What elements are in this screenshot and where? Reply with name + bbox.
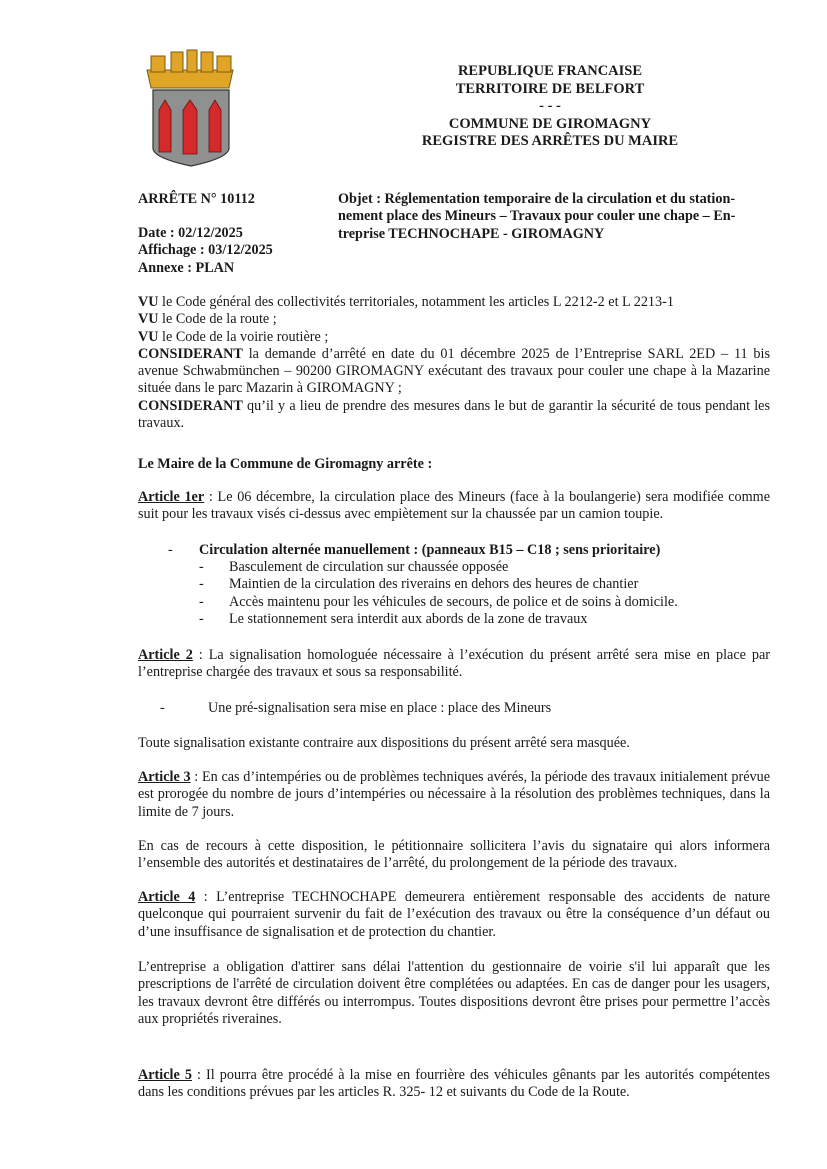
header-line: REPUBLIQUE FRANCAISE xyxy=(457,63,643,79)
objet xyxy=(338,191,778,243)
article-label: Article 1er xyxy=(138,489,205,505)
objet-line: Objet : Réglementation temporaire de la circulation et du station- xyxy=(338,191,736,207)
arrete-dates xyxy=(138,225,273,277)
header-line: COMMUNE DE GIROMAGNY xyxy=(448,115,652,132)
document-header xyxy=(380,63,720,151)
article-2 xyxy=(138,647,770,682)
article-3 xyxy=(138,769,770,821)
article-4 xyxy=(138,889,770,941)
article-label: Article 2 xyxy=(138,647,193,663)
article-label: Article 4 xyxy=(138,889,196,905)
article-2-bullet: Une pré-signalisation sera mise en place : place des Mineurs xyxy=(208,700,552,716)
bullet-dash-icon: - xyxy=(160,700,165,716)
article-5 xyxy=(138,1067,770,1102)
article-text: : En cas d’intempéries ou de problèmes techniques avérés, la période des travaux initialement prévue est prorogée du nombre de jours d’intempéries ou nécessaire à la résolution des problèmes techniques, dans la limite de 7 jours. xyxy=(138,769,771,820)
header-line: REGISTRE DES ARRÊTES DU MAIRE xyxy=(421,133,679,149)
subitem: Le stationnement sera interdit aux abords de la zone de travaux xyxy=(229,610,588,627)
header-separator: - - - xyxy=(539,98,561,114)
article-text: : L’entreprise TECHNOCHAPE demeurera entièrement responsable des accidents de nature quelconque qui pourraient survenir du fait de l’exécution des travaux ou être la conséquence d’un défaut ou d’une insuffisance de signalisation et de protection du chantier. xyxy=(138,889,771,940)
annexe: Annexe : PLAN xyxy=(138,259,235,276)
header-line: TERRITOIRE DE BELFORT xyxy=(455,80,645,97)
article-label: Article 5 xyxy=(138,1067,192,1083)
article-3-note: En cas de recours à cette disposition, le pétitionnaire sollicitera l’avis du signataire qui alors informera l’ensemble des autorités et destinataires de l’arrêté, du prolongement de la période des travaux. xyxy=(138,838,770,872)
considerant-label: CONSIDERANT xyxy=(138,345,243,362)
article-label: Article 3 xyxy=(138,769,191,785)
vu-label: VU xyxy=(138,294,159,310)
article-1-bullet: Circulation alternée manuellement : (panneaux B15 – C18 ; sens prioritaire) xyxy=(199,542,661,558)
article-text: : Le 06 décembre, la circulation place des Mineurs (face à la boulangerie) sera modifiée comme suit pour les travaux visés ci-dessus avec empiètement sur la chaussée par un camion toupie. xyxy=(138,489,770,523)
bullet-dash-icon: - xyxy=(199,559,204,575)
subitem: Accès maintenu pour les véhicules de secours, de police et de soins à domicile. xyxy=(229,593,678,610)
vu-label: VU xyxy=(138,328,159,345)
vu-text: le Code de la route ; xyxy=(158,311,277,328)
bullet-dash-icon: - xyxy=(199,576,204,593)
subitem: Basculement de circulation sur chaussée opposée xyxy=(229,559,509,575)
article-4-note: L’entreprise a obligation d'attirer sans délai l'attention du gestionnaire de voirie s'il lui apparaît que les prescriptions de l'arrêté de circulation doivent être complétées ou adaptées. En cas de danger pour les usagers, les travaux devront être différés ou interrompus. Toutes dispositions devront être prises pour permettre l’accès aux propriétés riveraines. xyxy=(138,959,770,1027)
considerant-label: CONSIDERANT xyxy=(138,397,243,414)
vu-text: le Code de la voirie routière ; xyxy=(158,328,329,345)
article-text: : Il pourra être procédé à la mise en fourrière des véhicules gênants par les autorités compétentes dans les conditions prévues par les articles R. 325- 12 et suivants du Code de la Route. xyxy=(138,1067,771,1101)
commune-coat-of-arms xyxy=(143,48,237,173)
bullet-dash-icon: - xyxy=(168,542,173,558)
article-1 xyxy=(138,489,770,524)
article-1-subitems xyxy=(199,559,678,628)
article-2-note: Toute signalisation existante contraire aux dispositions du présent arrêté sera masquée. xyxy=(138,735,630,751)
objet-line: nement place des Mineurs – Travaux pour couler une chape – En- xyxy=(338,208,736,225)
vu-label: VU xyxy=(138,311,159,328)
article-text: : La signalisation homologuée nécessaire à l’exécution du présent arrêté sera mise en place par l’entreprise chargée des travaux et sous sa responsabilité. xyxy=(138,647,770,681)
objet-line: treprise TECHNOCHAPE - GIROMAGNY xyxy=(338,225,605,242)
vu-text: le Code général des collectivités territoriales, notamment les articles L 2212-2 et L 2213-1 xyxy=(158,294,674,310)
considerant-text: la demande d’arrêté en date du 01 décembre 2025 de l’Entreprise SARL 2ED – 11 bis avenue Schwabmünchen – 90200 GIROMAGNY exécutant des travaux pour couler une chape à la Mazarine située dans le parc Mazarin à GIROMAGNY ; xyxy=(138,345,770,397)
subitem: Maintien de la circulation des riverains en dehors des heures de chantier xyxy=(229,576,639,593)
bullet-dash-icon: - xyxy=(199,593,204,610)
bullet-dash-icon: - xyxy=(199,610,204,627)
arrete-number: ARRÊTE N° 10112 xyxy=(138,191,255,207)
decision-heading: Le Maire de la Commune de Giromagny arrête : xyxy=(138,456,433,472)
visas xyxy=(138,294,770,432)
affichage-date: Affichage : 03/12/2025 xyxy=(138,242,273,259)
date: Date : 02/12/2025 xyxy=(138,225,243,241)
considerant-text: qu’il y a lieu de prendre des mesures dans le but de garantir la sécurité de tous pendant les travaux. xyxy=(138,397,770,432)
